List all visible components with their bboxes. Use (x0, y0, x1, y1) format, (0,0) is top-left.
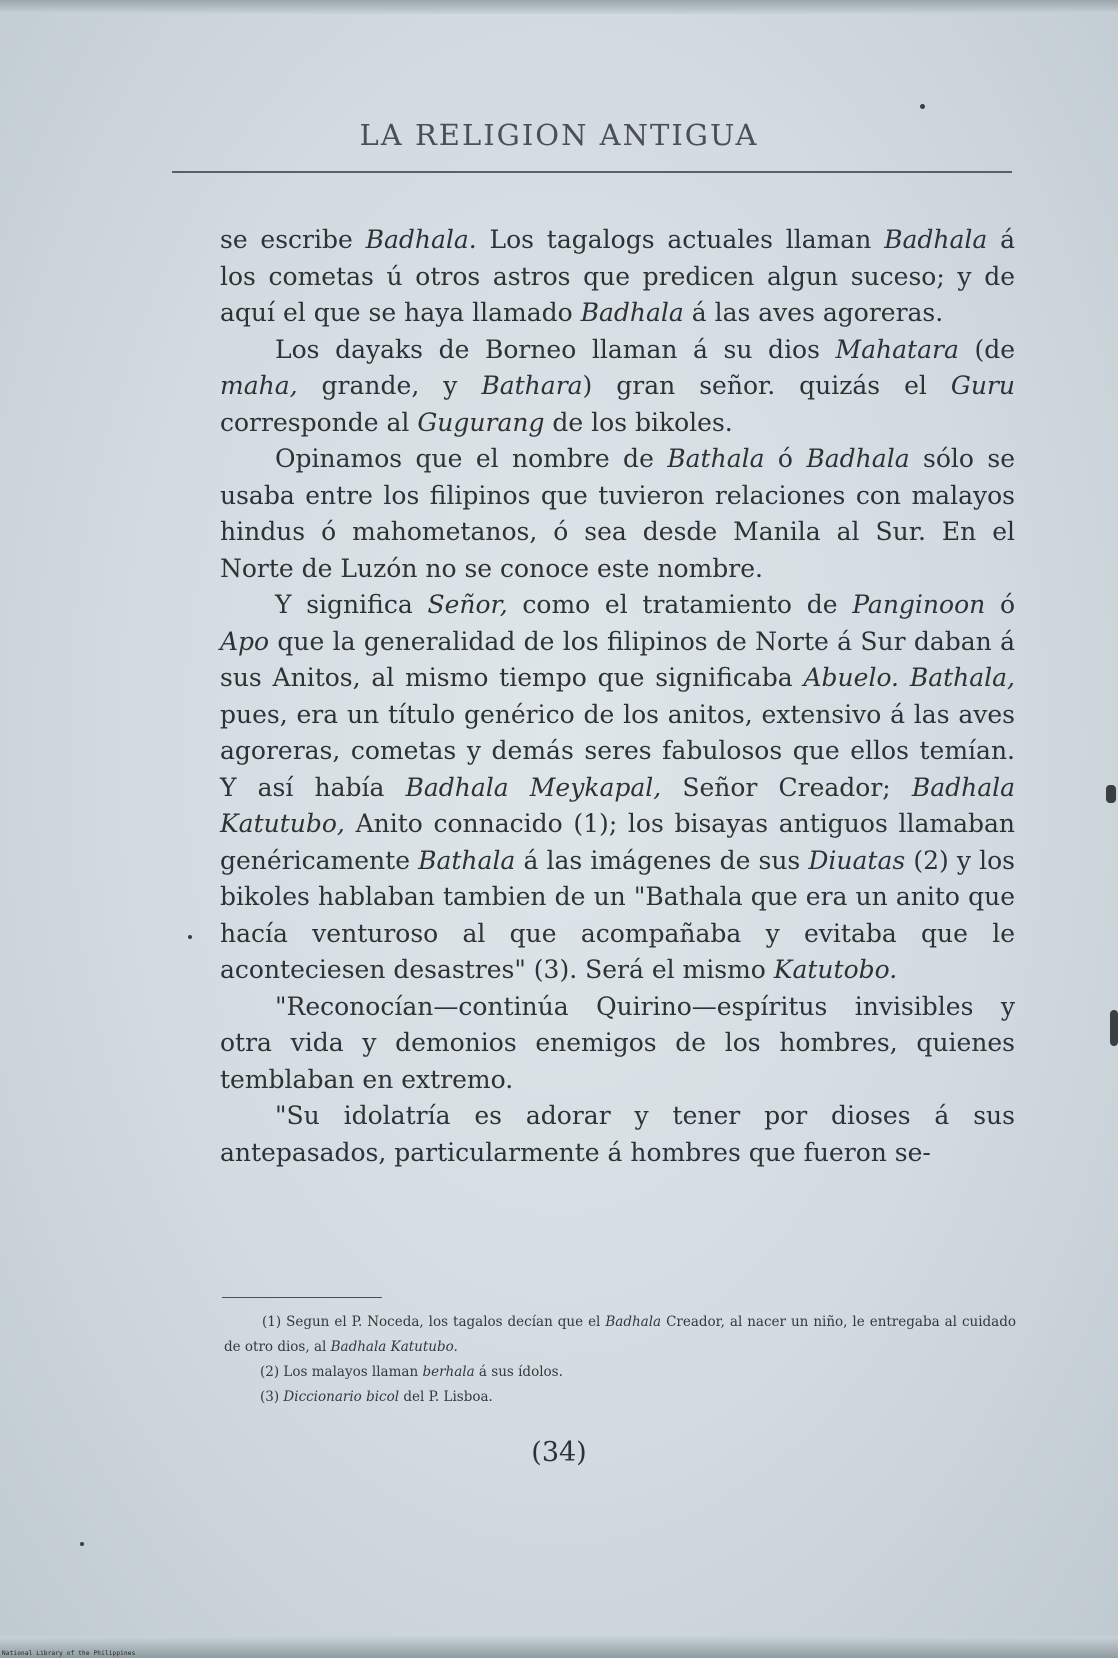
text-run: (de (958, 334, 1015, 364)
text-run: Los tagalogs actuales llaman (476, 225, 885, 254)
text-run: (1) Segun el P. Noceda, los tagalos decían que el (262, 1314, 606, 1330)
text-run: (2) Los malayos llaman (260, 1364, 423, 1380)
italic-term: Bathala (667, 444, 765, 473)
italic-term: Badhala Katutubo, (220, 772, 1016, 838)
paragraph-1 (220, 222, 1015, 332)
italic-term: Abuelo. (803, 663, 900, 692)
italic-term: Guru (950, 371, 1016, 400)
footnote-3 (224, 1385, 1016, 1410)
italic-term: Señor, (427, 590, 508, 619)
text-run: Opinamos que el nombre de (275, 444, 668, 473)
footnote-rule (222, 1297, 382, 1298)
italic-term: Apo (220, 626, 270, 656)
text-run: ó (764, 444, 807, 473)
body-text (220, 222, 1015, 1171)
text-run: de los bikoles. (544, 407, 733, 437)
italic-term: Katutobo. (773, 955, 898, 984)
text-run: Y significa (275, 590, 428, 619)
running-title: LA RELIGION ANTIGUA (359, 118, 759, 152)
text-run: Anito connacido (1); los bisayas antiguos llamaban genéricamente (220, 809, 1015, 875)
page-bottom-edge (0, 1636, 1118, 1658)
text-run: que la generalidad de los filipinos de Norte á Sur daban á sus Anitos, al mismo tiempo que significaba (220, 626, 1015, 692)
italic-term: Badhala Meykapal, (405, 772, 662, 802)
dust-speck (1110, 1010, 1118, 1046)
paragraph-4 (220, 587, 1015, 989)
text-run: corresponde al (220, 407, 418, 437)
text-run: ) gran señor. quizás el (582, 371, 951, 400)
footnote-2 (224, 1360, 1016, 1385)
dust-speck (80, 1542, 84, 1546)
italic-term: Bathala, (909, 663, 1016, 692)
text-run: se escribe (220, 225, 366, 254)
library-credit: National Library of the Philippines (2, 1650, 136, 1657)
italic-term: Badhala (605, 1314, 662, 1330)
dust-speck (188, 935, 192, 939)
italic-term: Badhala (580, 298, 684, 327)
italic-term: Diccionario bicol (283, 1389, 400, 1405)
text-run: á las imágenes de sus (515, 845, 809, 875)
text-run: del P. Lisboa. (399, 1389, 493, 1405)
text-run: grande, y (297, 371, 482, 400)
text-run: á las aves agoreras. (683, 298, 944, 327)
paragraph-2 (220, 332, 1015, 442)
italic-term: Badhala (884, 225, 988, 254)
dust-speck (1106, 785, 1116, 803)
italic-term: maha, (220, 371, 298, 400)
text-run: (3) (260, 1389, 284, 1405)
footnote-1 (224, 1310, 1016, 1360)
italic-term: Badhala. (365, 225, 477, 254)
header-rule (172, 171, 1012, 173)
italic-term: Panginoon (852, 590, 986, 619)
text-run: á los cometas ú otros astros que predicen algun suceso; y de aquí el que se haya llamado (220, 225, 1015, 327)
footnotes (224, 1310, 1016, 1410)
italic-term: Gugurang (417, 407, 545, 437)
text-run: pues, era un título genérico de los anitos, extensivo á las aves agoreras, cometas y demás seres fabulosos que ellos temían. Y así había (220, 699, 1015, 802)
paragraph-3 (220, 441, 1015, 587)
italic-term: Bathara (481, 371, 583, 400)
italic-term: Badhala Katutubo. (330, 1339, 458, 1355)
page-number: (34) (531, 1437, 587, 1468)
italic-term: Diuatas (808, 845, 906, 875)
italic-term: Badhala (806, 444, 910, 473)
paragraph-6: "Su idolatría es adorar y tener por dioses á sus antepasados, particularmente á hombres que fueron se- (220, 1101, 1015, 1167)
text-run: Los dayaks de Borneo llaman á su dios (275, 334, 836, 364)
text-run: Creador, al nacer un niño, le entregaba al cuidado de otro dios, al (224, 1314, 1016, 1355)
italic-term: Bathala (418, 845, 516, 875)
italic-term: berhala (422, 1364, 475, 1380)
page-top-edge (0, 0, 1118, 14)
dust-speck (920, 104, 925, 109)
paragraph-5: "Reconocían—continúa Quirino—espíritus invisibles y otra vida y demonios enemigos de los hombres, quienes temblaban en extremo. (220, 991, 1015, 1094)
text-run: (2) y los bikoles hablaban tambien de un "Bathala que era un anito que hacía venturoso al que acompañaba y evitaba que le aconteciesen desastres" (3). Será el mismo (220, 845, 1015, 984)
text-run (899, 663, 910, 692)
text-run: Señor Creador; (661, 772, 912, 802)
text-run: sólo se usaba entre los filipinos que tuvieron relaciones con malayos hindus ó mahometanos, ó sea desde Manila al Sur. En el Norte de Luzón no se conoce este nombre. (220, 444, 1015, 583)
text-run: ó (985, 590, 1016, 619)
text-run: á sus ídolos. (474, 1364, 563, 1380)
italic-term: Mahatara (835, 334, 959, 364)
text-run: como el tratamiento de (507, 590, 853, 619)
